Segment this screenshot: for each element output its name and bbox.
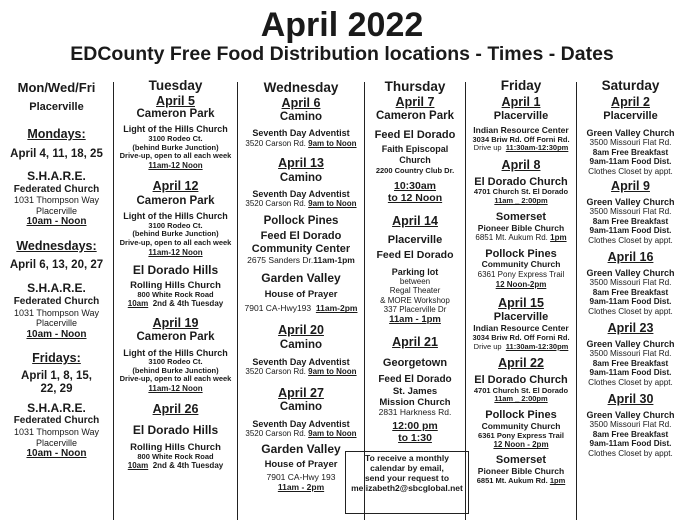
- address: 3500 Missouri Flat Rd.: [589, 138, 672, 148]
- address-time: [238, 367, 364, 376]
- date: April 1: [501, 94, 541, 109]
- organization: Feed El Dorado: [260, 230, 342, 243]
- city: Placerville: [29, 101, 84, 114]
- city: Camino: [279, 171, 323, 184]
- address: 6361 Pony Express Trail: [478, 430, 564, 440]
- church-name: El Dorado Church: [474, 175, 568, 188]
- column-header: Wednesday: [263, 80, 339, 95]
- email-note-box: [345, 451, 469, 514]
- mondays-label: Mondays:: [27, 126, 86, 141]
- food-time: 9am-11am Food Dist.: [589, 297, 672, 307]
- organization: Feed El Dorado: [374, 129, 456, 142]
- address-time: [238, 429, 364, 438]
- city: Cameron Park: [136, 194, 215, 207]
- date: April 14: [392, 214, 438, 229]
- church-name: Green Valley Church: [586, 127, 675, 138]
- church-name: House of Prayer: [264, 289, 338, 301]
- time: 10am: [127, 461, 149, 471]
- time: 11am-12 Noon: [148, 384, 203, 394]
- address: 1031 Thompson Way: [13, 307, 100, 318]
- address: 3500 Missouri Flat Rd.: [589, 207, 672, 217]
- schedule: [114, 461, 237, 470]
- church-name: Green Valley Church: [586, 338, 675, 349]
- site-name: S.H.A.R.E.: [27, 168, 86, 183]
- city: Placerville: [493, 110, 549, 123]
- address-note: (behind Burke Junction): [132, 142, 219, 152]
- date: April 9: [611, 179, 650, 194]
- church-name: Light of the Hills Church: [123, 211, 228, 222]
- city: Pollock Pines: [485, 247, 557, 260]
- address: 4701 Church St. El Dorado: [473, 187, 569, 197]
- church-name: Light of the Hills Church: [123, 124, 228, 135]
- time: 12:00 pm: [392, 419, 438, 432]
- address: 2831 Harkness Rd.: [378, 406, 452, 417]
- clothes-note: Clothes Closet by appt.: [588, 166, 673, 176]
- time: 10am - Noon: [26, 328, 87, 340]
- page-title: April 2022: [260, 6, 424, 44]
- date: April 20: [278, 323, 324, 338]
- time: 9am to Noon: [308, 199, 357, 209]
- column-header: Mon/Wed/Fri: [17, 80, 96, 95]
- city: Somerset: [495, 454, 547, 467]
- date: April 27: [278, 385, 324, 400]
- time: 12 Noon - 2pm: [493, 440, 549, 450]
- address: 2675 Sanders Dr.: [247, 254, 314, 265]
- page-subtitle: EDCounty Free Food Distribution locations - Times - Dates: [70, 43, 614, 65]
- schedule: [466, 343, 576, 352]
- church-name: Indian Resource Center: [473, 124, 569, 135]
- city: Camino: [279, 111, 323, 124]
- frequency: 2nd & 4th Tuesday: [152, 299, 224, 309]
- date: April 5: [156, 93, 195, 108]
- note-line: To receive a monthly: [365, 453, 449, 463]
- city: Camino: [279, 338, 323, 351]
- church-name: Pioneer Bible Church: [477, 222, 565, 233]
- city: El Dorado Hills: [132, 262, 219, 277]
- church-name: Mission Church: [379, 396, 451, 408]
- address-city: Placerville: [35, 205, 77, 216]
- site-name: S.H.A.R.E.: [27, 281, 86, 296]
- mondays-dates: April 4, 11, 18, 25: [10, 148, 103, 161]
- time: 11am-2pm: [315, 303, 358, 314]
- date: April 8: [501, 158, 541, 173]
- breakfast-time: 8am Free Breakfast: [592, 216, 669, 226]
- address-note: (behind Burke Junction): [132, 365, 219, 375]
- fridays-dates: 22, 29: [40, 383, 73, 396]
- church-name: Indian Resource Center: [473, 323, 569, 334]
- time: 11am - 1pm: [389, 314, 441, 326]
- address: 7901 CA-Hwy193: [244, 303, 312, 314]
- food-time: 9am-11am Food Dist.: [589, 368, 672, 378]
- clothes-note: Clothes Closet by appt.: [588, 235, 673, 245]
- time: 11am _ 2:00pm: [494, 196, 548, 206]
- church-name: Federated Church: [13, 183, 100, 195]
- column-header: Thursday: [384, 79, 446, 94]
- address: 3100 Rodeo Ct.: [148, 356, 203, 366]
- city: Pollock Pines: [263, 214, 339, 227]
- date: April 26: [152, 402, 199, 417]
- column-tuesday: [114, 76, 237, 526]
- city: Placerville: [387, 233, 443, 246]
- time: 9am to Noon: [308, 138, 357, 148]
- city: Pollock Pines: [485, 408, 557, 421]
- date: April 6: [281, 95, 321, 110]
- city: Placerville: [493, 311, 549, 324]
- address-time: [466, 233, 576, 242]
- address: 6851 Mt. Aukum Rd.: [476, 476, 548, 486]
- address: 800 White Rock Road: [137, 451, 214, 461]
- email-address[interactable]: melizabeth2@sbcglobal.net: [351, 482, 463, 493]
- food-time: 9am-11am Food Dist.: [589, 439, 672, 449]
- column-header: Friday: [500, 78, 542, 93]
- clothes-note: Clothes Closet by appt.: [588, 306, 673, 316]
- breakfast-time: 8am Free Breakfast: [592, 287, 669, 297]
- note-line: calendar by email,: [370, 462, 444, 473]
- breakfast-time: 8am Free Breakfast: [592, 429, 669, 439]
- address: 1031 Thompson Way: [13, 195, 100, 206]
- time: 11:30am-12:30pm: [505, 341, 569, 351]
- venue-detail: between: [399, 277, 431, 286]
- date: April 21: [392, 335, 438, 350]
- address: 800 White Rock Road: [137, 289, 214, 299]
- church-name: Seventh Day Adventist: [252, 189, 350, 200]
- church-name: Community Church: [481, 420, 561, 431]
- church-name: Seventh Day Adventist: [252, 357, 350, 368]
- address: 1031 Thompson Way: [13, 427, 100, 438]
- address: 3500 Missouri Flat Rd.: [589, 349, 672, 359]
- column-friday: [466, 76, 576, 526]
- clothes-note: Clothes Closet by appt.: [588, 377, 673, 387]
- time: 9am to Noon: [308, 428, 357, 438]
- frequency: 2nd & 4th Tuesday: [152, 461, 224, 471]
- address-time: [466, 477, 576, 486]
- note-line: send your request to: [364, 472, 450, 483]
- city: Georgetown: [382, 356, 448, 369]
- schedule: [114, 299, 237, 308]
- address: 3034 Briw Rd. Off Forni Rd.: [472, 332, 570, 342]
- church-name: Faith Episcopal: [381, 144, 449, 155]
- access-note: Drive-up, open to all each week: [119, 374, 232, 384]
- address: 3520 Carson Rd.: [245, 138, 306, 148]
- city: Placerville: [603, 110, 658, 123]
- city: Cameron Park: [376, 110, 454, 123]
- date: April 30: [607, 392, 654, 407]
- schedule: [466, 144, 576, 153]
- food-time: 9am-11am Food Dist.: [589, 157, 672, 167]
- venue: Parking lot: [391, 266, 439, 277]
- organization: Feed El Dorado: [376, 249, 454, 262]
- city: Somerset: [495, 210, 547, 223]
- wednesdays-label: Wednesdays:: [16, 238, 97, 253]
- address: 337 Placerville Dr: [383, 304, 447, 314]
- address: 3100 Rodeo Ct.: [148, 133, 203, 143]
- address-time: [238, 304, 364, 314]
- address: 4701 Church St. El Dorado: [473, 385, 569, 395]
- city: Camino: [279, 401, 323, 414]
- time: 10am - Noon: [26, 447, 87, 459]
- time: 10:30am: [393, 179, 437, 192]
- church-name: Church: [399, 154, 431, 165]
- church-name: Community Church: [481, 259, 561, 270]
- date: April 19: [152, 315, 199, 330]
- time: 10am - Noon: [26, 216, 87, 228]
- church-name: Green Valley Church: [586, 409, 675, 420]
- time: 10am: [127, 299, 149, 309]
- food-time: 9am-11am Food Dist.: [589, 226, 672, 236]
- church-name: St. James: [392, 385, 438, 397]
- address: 3520 Carson Rd.: [245, 428, 306, 438]
- time: to 12 Noon: [387, 191, 443, 204]
- city: Cameron Park: [136, 108, 215, 121]
- time: 11am-12 Noon: [148, 160, 203, 170]
- clothes-note: Clothes Closet by appt.: [588, 448, 673, 458]
- address-time: [238, 199, 364, 208]
- date: April 2: [611, 94, 650, 109]
- church-name: House of Prayer: [264, 459, 338, 471]
- address: 3500 Missouri Flat Rd.: [589, 278, 672, 288]
- date: April 16: [607, 250, 654, 265]
- venue-detail: Regal Theater: [389, 286, 441, 296]
- time: 11am _ 2:00pm: [494, 394, 548, 404]
- church-name: El Dorado Church: [474, 373, 568, 386]
- time: 1pm: [550, 233, 567, 243]
- address: 2200 Country Club Dr.: [375, 166, 455, 176]
- church-name: Rolling Hills Church: [130, 279, 221, 291]
- organization: Feed El Dorado: [378, 374, 452, 386]
- address: 6851 Mt. Aukum Rd.: [475, 233, 548, 243]
- church-name: Green Valley Church: [586, 196, 675, 207]
- column-mon-wed-fri: [0, 76, 113, 526]
- city: Garden Valley: [261, 442, 341, 457]
- church-name: Rolling Hills Church: [130, 441, 221, 453]
- address-time: [238, 256, 364, 266]
- access-note: Drive up: [473, 341, 502, 351]
- time: 11am-1pm: [313, 254, 355, 265]
- address: 3034 Briw Rd. Off Forni Rd.: [472, 134, 570, 144]
- time: 9am to Noon: [308, 367, 357, 377]
- venue-detail: & MORE Workshop: [380, 295, 450, 305]
- time: 11:30am-12:30pm: [505, 143, 569, 153]
- column-saturday: [577, 76, 684, 526]
- time: to 1:30: [398, 431, 432, 444]
- city: El Dorado Hills: [132, 422, 219, 437]
- column-header: Tuesday: [148, 78, 203, 93]
- date: April 12: [152, 179, 199, 194]
- address: 3500 Missouri Flat Rd.: [589, 420, 672, 430]
- address: 3100 Rodeo Ct.: [148, 220, 203, 230]
- city: Cameron Park: [136, 331, 215, 344]
- date: April 23: [607, 321, 654, 336]
- date: April 7: [395, 94, 435, 109]
- time: 1pm: [549, 476, 566, 486]
- church-name: Federated Church: [13, 415, 100, 427]
- address: 3520 Carson Rd.: [245, 199, 306, 209]
- access-note: Drive-up, open to all each week: [119, 151, 232, 161]
- site-name: S.H.A.R.E.: [27, 400, 86, 415]
- column-thursday: [365, 76, 465, 446]
- address-city: Placerville: [35, 437, 77, 448]
- church-name: Light of the Hills Church: [123, 347, 228, 358]
- venue: Community Center: [251, 242, 351, 255]
- church-name: Seventh Day Adventist: [252, 128, 350, 139]
- city: Garden Valley: [261, 271, 341, 286]
- fridays-dates: April 1, 8, 15,: [21, 369, 92, 382]
- address: 7901 CA-Hwy 193: [266, 472, 336, 483]
- access-note: Drive up: [473, 143, 502, 153]
- breakfast-time: 8am Free Breakfast: [592, 358, 669, 368]
- church-name: Federated Church: [13, 296, 100, 308]
- date: April 13: [278, 156, 324, 171]
- time: 11am-12 Noon: [148, 247, 203, 257]
- wednesdays-dates: April 6, 13, 20, 27: [9, 259, 104, 272]
- access-note: Drive-up, open to all each week: [119, 237, 232, 247]
- time: 11am - 2pm: [277, 482, 325, 493]
- address: 3520 Carson Rd.: [245, 367, 306, 377]
- breakfast-time: 8am Free Breakfast: [592, 147, 669, 157]
- church-name: Green Valley Church: [586, 267, 675, 278]
- address: 6361 Pony Express Trail: [477, 270, 565, 280]
- date: April 15: [498, 295, 544, 310]
- fridays-label: Fridays:: [32, 351, 81, 366]
- address-time: [238, 139, 364, 148]
- date: April 22: [498, 356, 544, 371]
- church-name: Pioneer Bible Church: [477, 466, 565, 477]
- column-header: Saturday: [601, 78, 660, 93]
- address-city: Placerville: [35, 318, 77, 329]
- church-name: Seventh Day Adventist: [252, 418, 350, 429]
- address-note: (behind Burke Junction): [132, 229, 219, 239]
- time: 12 Noon-2pm: [495, 279, 547, 289]
